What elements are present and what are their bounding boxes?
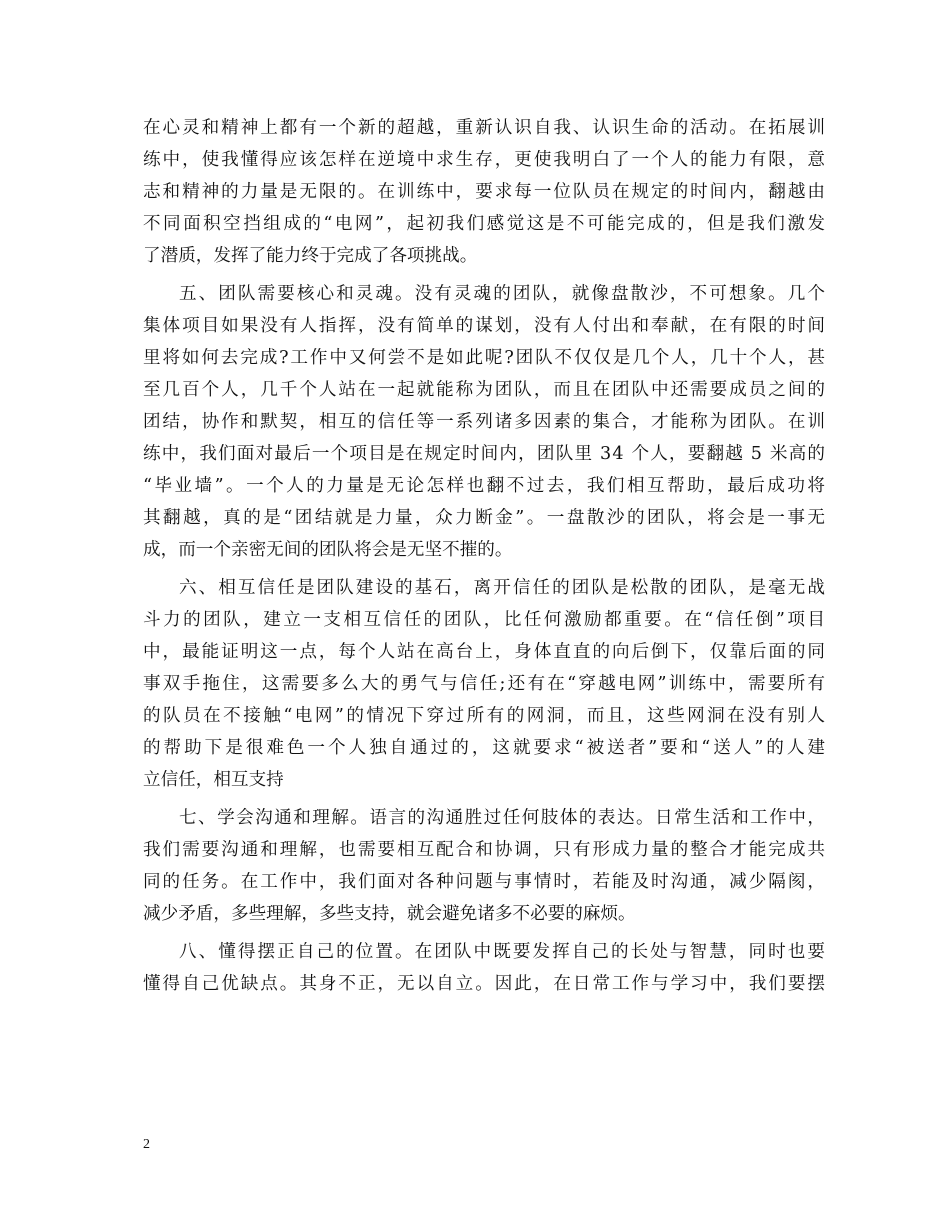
text-line: 的帮助下是很难色一个人独自通过的，这就要求“被送者”要和“送人”的人建 <box>143 738 828 758</box>
text-line: 减少矛盾，多些理解，多些支持，就会避免诸多不必要的麻烦。 <box>143 904 636 924</box>
text-line: 斗力的团队，建立一支相互信任的团队，比任何激励都重要。在“信任倒”项目 <box>143 610 828 630</box>
text-line: 我们需要沟通和理解，也需要相互配合和协调，只有形成力量的整合才能完成共 <box>143 840 827 860</box>
text-line: 成，而一个亲密无间的团队将会是无坚不摧的。 <box>143 540 513 560</box>
text-line: 不同面积空挡组成的“电网”，起初我们感觉这是不可能完成的，但是我们激发 <box>143 214 828 234</box>
text-line: 在心灵和精神上都有一个新的超越，重新认识自我、认识生命的活动。在拓展训 <box>143 118 827 138</box>
text-line: 练中，使我懂得应该怎样在逆境中求生存，更使我明白了一个人的能力有限，意 <box>143 150 827 170</box>
text-line: 七、学会沟通和理解。语言的沟通胜过任何肢体的表达。日常生活和工作中， <box>179 808 827 828</box>
text-line: 立信任，相互支持 <box>143 770 284 790</box>
text-line: 八、懂得摆正自己的位置。在团队中既要发挥自己的长处与智慧，同时也要 <box>179 942 828 962</box>
text-line: 懂得自己优缺点。其身不正，无以自立。因此，在日常工作与学习中，我们要摆 <box>143 974 827 994</box>
text-line: 其翻越，真的是“团结就是力量，众力断金”。一盘散沙的团队，将会是一事无 <box>143 508 828 528</box>
text-line: 同的任务。在工作中，我们面对各种问题与事情时，若能及时沟通，减少隔阂， <box>143 872 827 892</box>
text-line: 五、团队需要核心和灵魂。没有灵魂的团队，就像盘散沙，不可想象。几个 <box>179 284 828 304</box>
text-line: 至几百个人，几千个人站在一起就能称为团队，而且在团队中还需要成员之间的 <box>143 380 827 400</box>
page-number: 2 <box>143 1137 150 1152</box>
text-line: 中，最能证明这一点，每个人站在高台上，身体直直的向后倒下，仅靠后面的同 <box>143 642 827 662</box>
text-line: 志和精神的力量是无限的。在训练中，要求每一位队员在规定的时间内，翻越由 <box>143 182 827 202</box>
text-line: 事双手拖住，这需要多么大的勇气与信任;还有在“穿越电网”训练中，需要所有 <box>143 674 828 694</box>
text-line: “毕业墙”。一个人的力量是无论怎样也翻不过去，我们相互帮助，最后成功将 <box>143 476 828 496</box>
text-line: 六、相互信任是团队建设的基石，离开信任的团队是松散的团队，是毫无战 <box>179 578 828 598</box>
text-line: 里将如何去完成?工作中又何尝不是如此呢?团队不仅仅是几个人，几十个人，甚 <box>143 348 827 368</box>
text-line: 团结，协作和默契，相互的信任等一系列诸多因素的集合，才能称为团队。在训 <box>143 412 827 432</box>
text-line: 集体项目如果没有人指挥，没有简单的谋划，没有人付出和奉献，在有限的时间 <box>143 316 827 336</box>
text-line: 了潜质，发挥了能力终于完成了各项挑战。 <box>143 246 478 266</box>
text-line: 的队员在不接触“电网”的情况下穿过所有的网洞，而且，这些网洞在没有别人 <box>143 706 828 726</box>
text-line: 练中，我们面对最后一个项目是在规定时间内，团队里 34 个人，要翻越 5 米高的 <box>143 444 827 464</box>
